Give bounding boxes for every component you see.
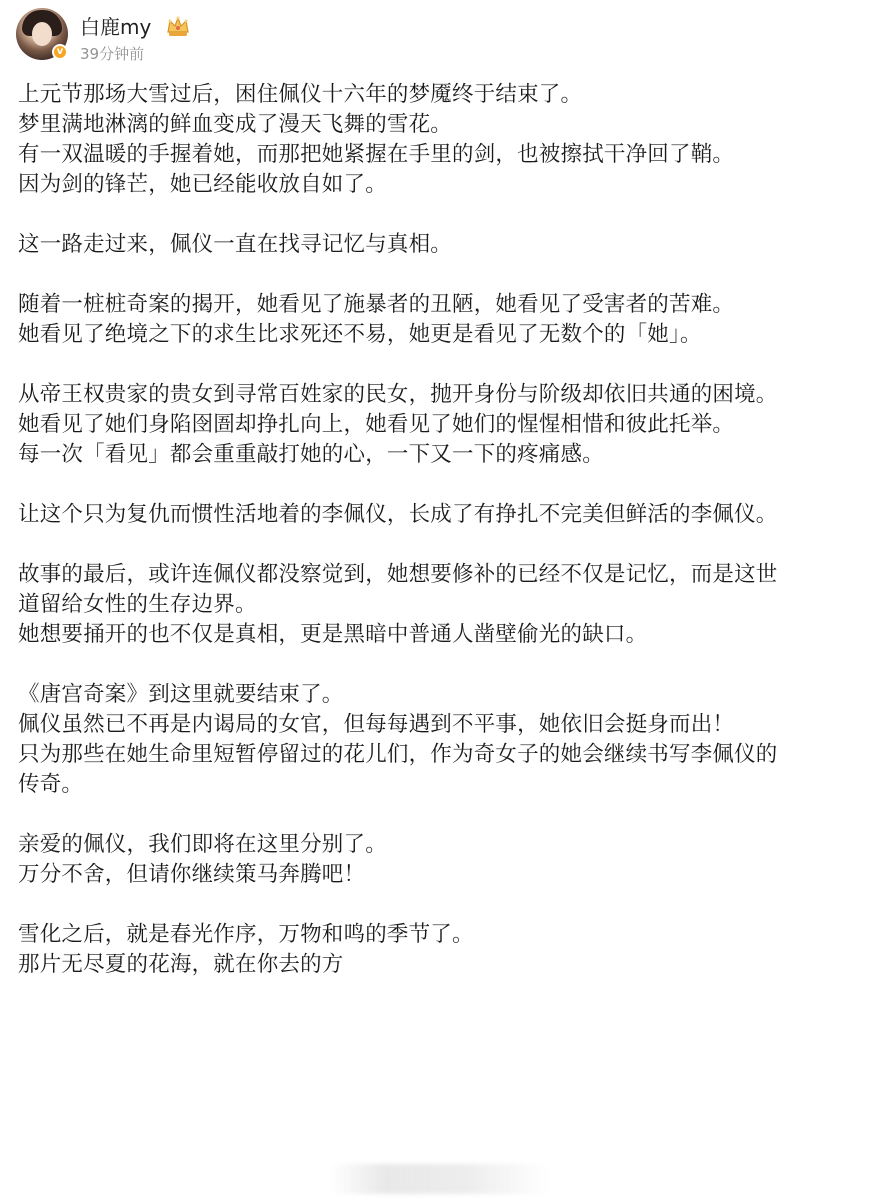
post-body <box>18 80 884 1010</box>
paragraph <box>18 80 884 200</box>
text-line: 她看见了她们身陷囹圄却挣扎向上，她看见了她们的惺惺相惜和彼此托举。 <box>18 412 735 437</box>
text-line: 只为那些在她生命里短暂停留过的花儿们，作为奇女子的她会继续书写李佩仪的 <box>18 742 778 767</box>
text-line: 上元节那场大雪过后，困住佩仪十六年的梦魇终于结束了。 <box>18 82 583 107</box>
text-line: 因为剑的锋芒，她已经能收放自如了。 <box>18 172 387 197</box>
text-line: 雪化之后，就是春光作序，万物和鸣的季节了。 <box>18 922 474 947</box>
paragraph <box>18 680 884 800</box>
text-line: 故事的最后，或许连佩仪都没察觉到，她想要修补的已经不仅是记忆，而是这世 <box>18 562 778 587</box>
text-line: 每一次「看见」都会重重敲打她的心，一下又一下的疼痛感。 <box>18 442 604 467</box>
text-line: 梦里满地淋漓的鲜血变成了漫天飞舞的雪花。 <box>18 112 453 137</box>
text-line: 那片无尽夏的花海，就在你去的方 <box>18 952 344 977</box>
text-line: 《唐宫奇案》到这里就要结束了。 <box>18 682 344 707</box>
paragraph <box>18 230 884 260</box>
text-line: 佩仪虽然已不再是内谒局的女官，但每每遇到不平事，她依旧会挺身而出！ <box>18 712 735 737</box>
paragraph <box>18 560 884 650</box>
paragraph <box>18 380 884 470</box>
paragraph <box>18 290 884 350</box>
post-timestamp: 39分钟前 <box>80 45 145 63</box>
text-line: 她想要捅开的也不仅是真相，更是黑暗中普通人凿壁偷光的缺口。 <box>18 622 648 647</box>
expand-fade-overlay[interactable] <box>330 1164 550 1194</box>
text-line: 道留给女性的生存边界。 <box>18 592 257 617</box>
paragraph <box>18 920 884 980</box>
text-line: 让这个只为复仇而惯性活地着的李佩仪，长成了有挣扎不完美但鲜活的李佩仪。 <box>18 502 778 527</box>
verified-badge-icon: v <box>52 44 68 60</box>
paragraph <box>18 830 884 890</box>
author-name[interactable]: 白鹿my <box>80 15 152 39</box>
post-header <box>16 8 876 68</box>
text-line: 这一路走过来，佩仪一直在找寻记忆与真相。 <box>18 232 453 257</box>
text-line: 随着一桩桩奇案的揭开，她看见了施暴者的丑陋，她看见了受害者的苦难。 <box>18 292 735 317</box>
crown-icon[interactable] <box>164 12 192 40</box>
paragraph <box>18 500 884 530</box>
text-line: 她看见了绝境之下的求生比求死还不易，她更是看见了无数个的「她」。 <box>18 322 702 347</box>
text-line: 从帝王权贵家的贵女到寻常百姓家的民女，抛开身份与阶级却依旧共通的困境。 <box>18 382 778 407</box>
avatar-face <box>32 22 52 46</box>
text-line: 传奇。 <box>18 772 84 797</box>
text-line: 亲爱的佩仪，我们即将在这里分别了。 <box>18 832 387 857</box>
text-line: 有一双温暖的手握着她，而那把她紧握在手里的剑，也被擦拭干净回了鞘。 <box>18 142 735 167</box>
text-line: 万分不舍，但请你继续策马奔腾吧！ <box>18 862 366 887</box>
